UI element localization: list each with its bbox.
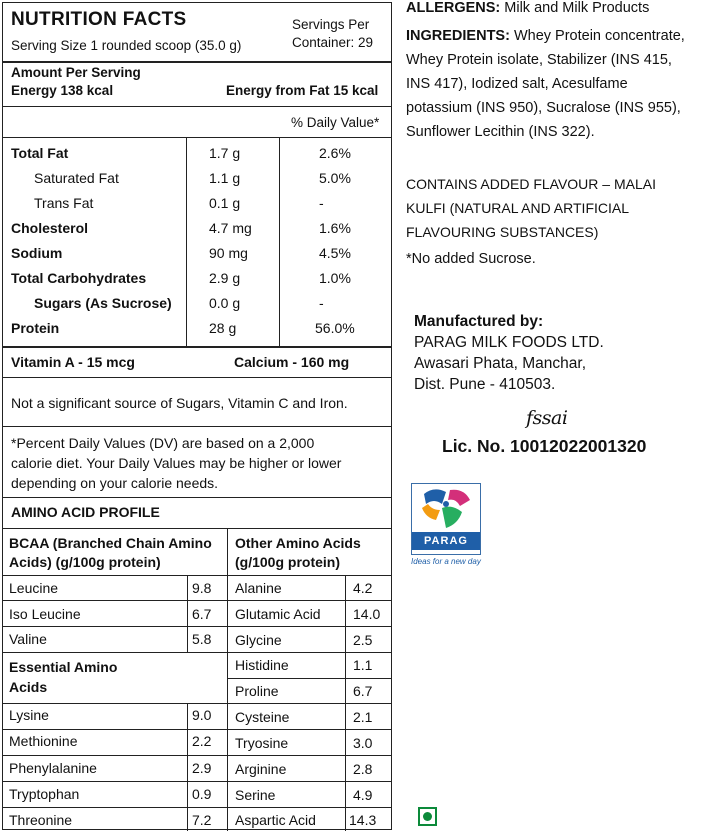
amino-value: 4.2 xyxy=(353,580,373,596)
amino-value: 7.2 xyxy=(192,812,212,828)
amino-title: AMINO ACID PROFILE xyxy=(11,504,160,520)
divider xyxy=(227,600,391,601)
column-divider xyxy=(227,528,228,831)
flavour-line: KULFI (NATURAL AND ARTIFICIAL xyxy=(406,200,630,216)
divider xyxy=(3,575,391,576)
bcaa-header: Acids) (g/100g protein) xyxy=(9,554,161,570)
nutrient-amount: 90 mg xyxy=(209,245,248,261)
amino-name: Valine xyxy=(9,631,47,647)
address-line: Awasari Phata, Manchar, xyxy=(414,355,587,372)
nutrient-name: Total Fat xyxy=(11,145,69,161)
amino-name: Aspartic Acid xyxy=(235,812,316,828)
divider xyxy=(3,755,227,756)
divider xyxy=(227,678,391,679)
nutrient-dv: 2.6% xyxy=(319,145,351,161)
amino-name: Histidine xyxy=(235,657,289,673)
address-line: Dist. Pune - 410503. xyxy=(414,376,556,393)
nutrient-amount: 0.1 g xyxy=(209,195,241,211)
veg-dot xyxy=(423,812,432,821)
amino-name: Lysine xyxy=(9,707,49,723)
serving-size: Serving Size 1 rounded scoop (35.0 g) xyxy=(11,38,242,53)
amino-value: 3.0 xyxy=(353,735,373,751)
divider xyxy=(3,626,227,627)
amino-value: 5.8 xyxy=(192,631,212,647)
divider xyxy=(227,626,391,627)
nutrient-amount: 1.1 g xyxy=(209,170,241,186)
amino-value: 2.1 xyxy=(353,709,373,725)
vitamin-a: Vitamin A - 15 mcg xyxy=(11,354,135,370)
nutrient-dv: 1.6% xyxy=(319,220,351,236)
flavour-line: CONTAINS ADDED FLAVOUR – MALAI xyxy=(406,176,656,192)
divider xyxy=(227,652,391,653)
servings-container: Container: 29 xyxy=(292,35,374,50)
not-significant-note: Not a significant source of Sugars, Vitamin C and Iron. xyxy=(11,395,348,411)
amino-value: 2.5 xyxy=(353,632,373,648)
energy: Energy 138 kcal xyxy=(11,83,114,98)
amino-name: Leucine xyxy=(9,580,59,596)
license-number: Lic. No. 10012022001320 xyxy=(442,436,647,456)
nutrient-name: Total Carbohydrates xyxy=(11,270,147,286)
divider xyxy=(227,729,391,730)
amino-value: 14.3 xyxy=(349,812,377,828)
divider xyxy=(3,528,391,529)
nutrient-amount: 28 g xyxy=(209,320,237,336)
divider xyxy=(227,703,391,704)
amino-value: 4.9 xyxy=(353,787,373,803)
parag-logo xyxy=(411,483,481,555)
calcium: Calcium - 160 mg xyxy=(234,354,350,370)
amino-value: 2.2 xyxy=(192,733,212,749)
amino-value: 9.8 xyxy=(192,580,212,596)
ingredients-line xyxy=(406,24,685,49)
divider xyxy=(227,781,391,782)
ingredients-label: INGREDIENTS: xyxy=(406,28,510,44)
nutrient-amount: 2.9 g xyxy=(209,270,241,286)
nutrient-dv: 4.5% xyxy=(319,245,351,261)
amino-name: Serine xyxy=(235,787,276,803)
parag-logo-graphic xyxy=(412,484,480,538)
divider xyxy=(3,346,391,348)
fssai-logo: fssai xyxy=(526,407,568,429)
nutrient-dv: - xyxy=(319,195,324,211)
parag-tagline: Ideas for a new day xyxy=(411,557,481,566)
amino-value: 2.9 xyxy=(192,760,212,776)
essential-header: Acids xyxy=(9,679,48,695)
amino-name: Cysteine xyxy=(235,709,290,725)
divider xyxy=(3,703,227,704)
amino-value: 6.7 xyxy=(353,683,373,699)
footnote-line: depending on your calorie needs. xyxy=(11,475,219,491)
energy-from-fat: Energy from Fat 15 kcal xyxy=(226,83,379,98)
amino-name: Alanine xyxy=(235,580,282,596)
column-divider xyxy=(186,137,187,346)
ingredients-line: Sunflower Lecithin (INS 322). xyxy=(406,124,595,140)
allergens-label: ALLERGENS: xyxy=(406,0,501,16)
no-sucrose-note: *No added Sucrose. xyxy=(406,251,536,267)
column-divider xyxy=(187,575,188,652)
nutrient-name: Sodium xyxy=(11,245,63,261)
amino-value: 9.0 xyxy=(192,707,212,723)
amino-name: Arginine xyxy=(235,761,287,777)
amino-name: Tryosine xyxy=(235,735,289,751)
ingredients-line: INS 417), Iodized salt, Acesulfame xyxy=(406,76,628,92)
divider xyxy=(227,807,391,808)
nutrient-name: Protein xyxy=(11,320,60,336)
other-header: (g/100g protein) xyxy=(235,554,341,570)
amino-name: Glutamic Acid xyxy=(235,606,321,622)
footnote-line: calorie diet. Your Daily Values may be higher or lower xyxy=(11,455,342,471)
ingredients-text: Whey Protein concentrate, xyxy=(509,28,685,44)
nutrient-name: Sugars (As Sucrose) xyxy=(34,295,172,311)
parag-logo-text: PARAG xyxy=(412,532,480,550)
divider xyxy=(3,729,227,730)
daily-value-header: % Daily Value* xyxy=(291,115,380,130)
nutrient-dv: 5.0% xyxy=(319,170,351,186)
divider xyxy=(3,61,391,63)
amino-name: Methionine xyxy=(9,733,78,749)
essential-header: Essential Amino xyxy=(9,659,118,675)
divider xyxy=(3,426,391,427)
manufactured-by-label: Manufactured by: xyxy=(414,313,544,330)
nutrient-name: Cholesterol xyxy=(11,220,89,236)
nutrient-dv: 56.0% xyxy=(315,320,355,336)
amino-value: 14.0 xyxy=(353,606,381,622)
allergens-text: Milk and Milk Products xyxy=(500,0,650,16)
nutrient-amount: 4.7 mg xyxy=(209,220,252,236)
nutrition-title: NUTRITION FACTS xyxy=(11,9,187,30)
nutrient-name: Saturated Fat xyxy=(34,170,119,186)
amino-name: Iso Leucine xyxy=(9,606,81,622)
column-divider xyxy=(279,137,280,346)
amino-name: Tryptophan xyxy=(9,786,80,802)
nutrient-amount: 0.0 g xyxy=(209,295,241,311)
nutrient-amount: 1.7 g xyxy=(209,145,241,161)
divider xyxy=(3,106,391,107)
nutrition-facts-panel xyxy=(2,2,392,830)
amino-value: 2.8 xyxy=(353,761,373,777)
ingredients-line: potassium (INS 950), Sucralose (INS 955), xyxy=(406,100,681,116)
nutrient-dv: - xyxy=(319,295,324,311)
divider xyxy=(3,137,391,138)
ingredients-line: Whey Protein isolate, Stabilizer (INS 415, xyxy=(406,52,672,68)
divider xyxy=(227,755,391,756)
nutrient-dv: 1.0% xyxy=(319,270,351,286)
servings-per-label: Servings Per xyxy=(292,17,370,32)
amount-per-serving: Amount Per Serving xyxy=(11,65,141,80)
company-name: PARAG MILK FOODS LTD. xyxy=(414,334,604,351)
amino-name: Phenylalanine xyxy=(9,760,97,776)
column-divider xyxy=(187,703,188,831)
bcaa-header: BCAA (Branched Chain Amino xyxy=(9,535,212,551)
allergens xyxy=(406,0,649,21)
divider xyxy=(3,600,227,601)
amino-value: 6.7 xyxy=(192,606,212,622)
divider xyxy=(3,781,227,782)
nutrient-name: Trans Fat xyxy=(34,195,94,211)
amino-name: Glycine xyxy=(235,632,282,648)
amino-name: Proline xyxy=(235,683,279,699)
divider xyxy=(3,497,391,498)
veg-symbol-icon xyxy=(418,807,437,826)
flavour-line: FLAVOURING SUBSTANCES) xyxy=(406,224,599,240)
divider xyxy=(3,377,391,378)
other-header: Other Amino Acids xyxy=(235,535,361,551)
divider xyxy=(3,807,227,808)
divider xyxy=(3,652,227,653)
amino-name: Threonine xyxy=(9,812,73,828)
amino-value: 1.1 xyxy=(353,657,373,673)
footnote-line: *Percent Daily Values (DV) are based on a 2,000 xyxy=(11,435,315,451)
amino-value: 0.9 xyxy=(192,786,212,802)
